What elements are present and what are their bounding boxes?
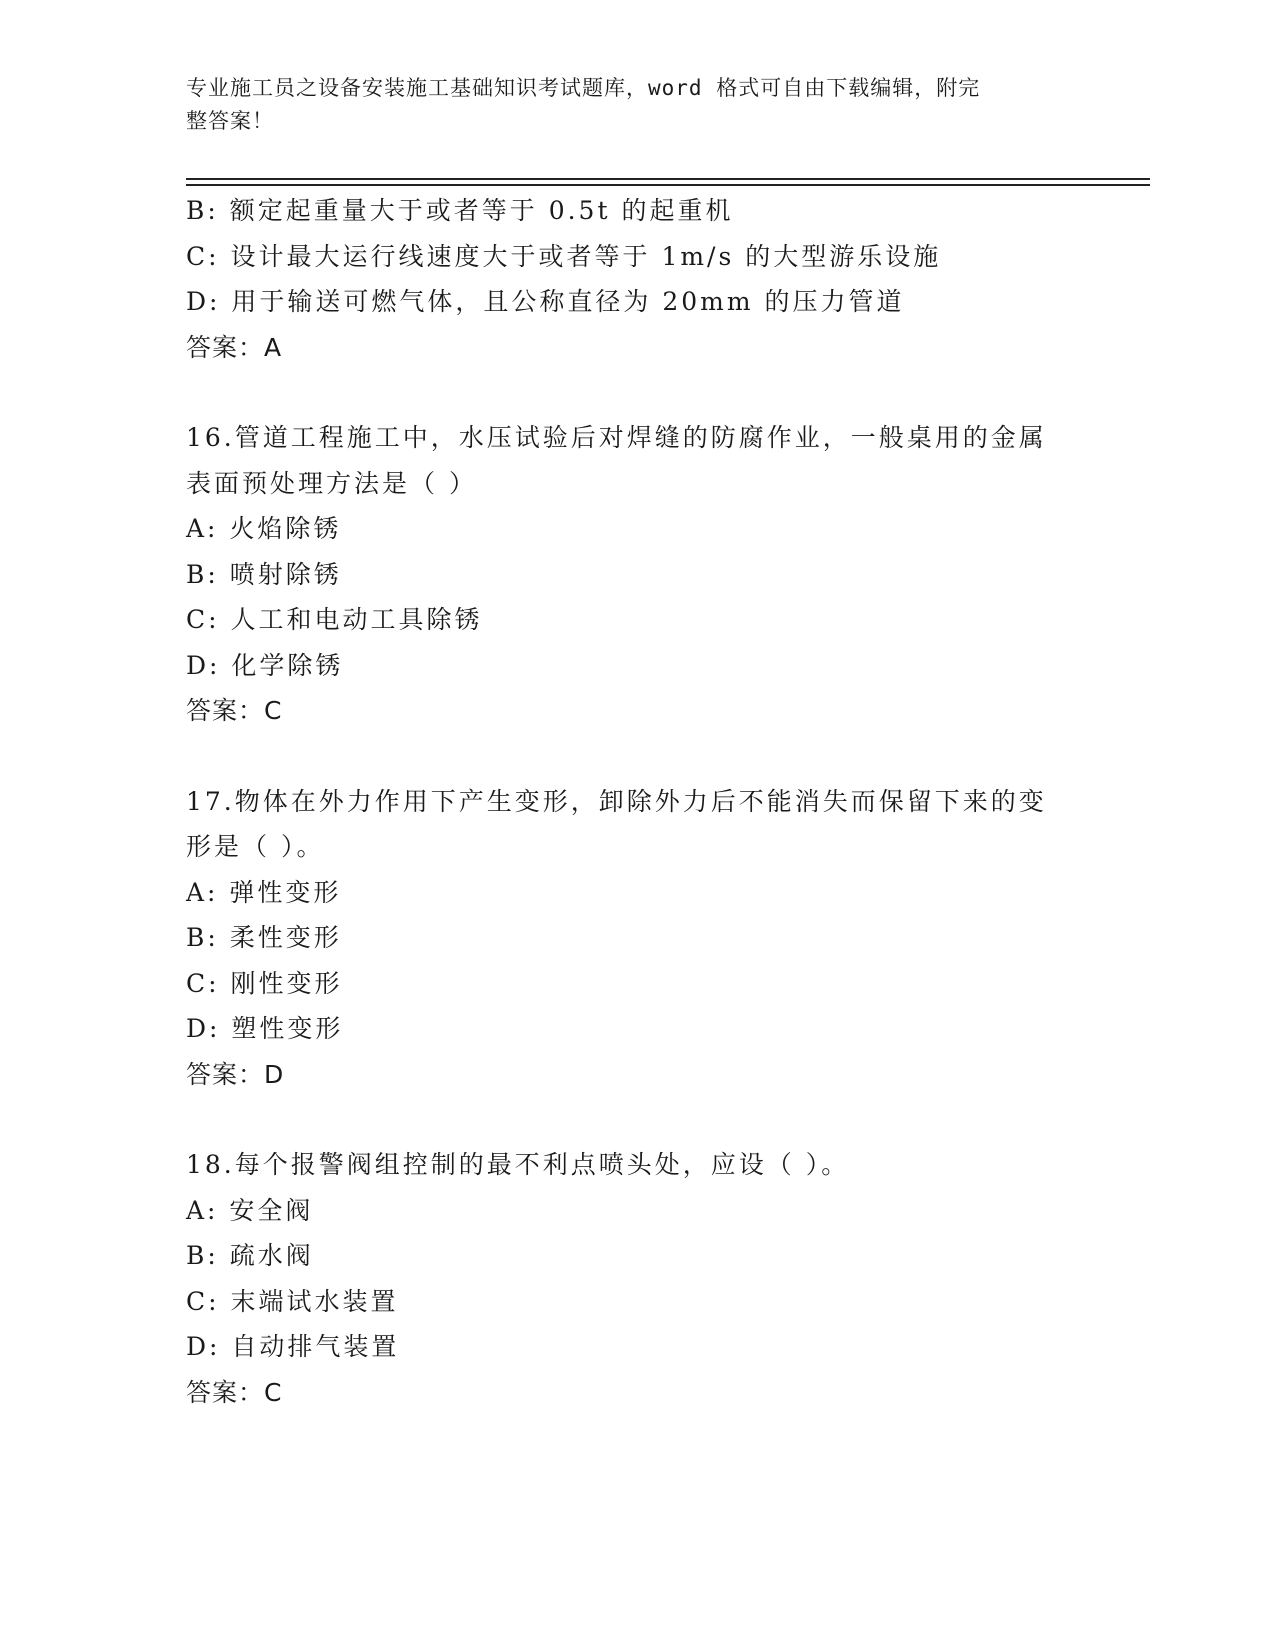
spacer — [186, 370, 1086, 415]
question-stem-line-1: 17.物体在外力作用下产生变形，卸除外力后不能消失而保留下来的变 — [186, 786, 1047, 816]
option-d: D: 用于输送可燃气体，且公称直径为 20mm 的压力管道 — [186, 287, 905, 316]
option-c: C: 设计最大运行线速度大于或者等于 1m/s 的大型游乐设施 — [186, 241, 942, 271]
question-17 — [186, 779, 1086, 1098]
option-d: D: 化学除锈 — [186, 650, 344, 680]
document-header — [186, 72, 1066, 138]
answer-line: 答案：A — [186, 332, 283, 362]
option-a: A: 火焰除锈 — [186, 514, 342, 543]
option-b: B: 喷射除锈 — [186, 559, 342, 589]
header-line-1: 专业施工员之设备安装施工基础知识考试题库，word 格式可自由下载编辑，附完 — [186, 76, 981, 100]
spacer — [186, 734, 1086, 779]
option-b: B: 柔性变形 — [186, 923, 342, 952]
option-c: C: 末端试水装置 — [186, 1286, 399, 1316]
question-stem-line-2: 表面预处理方法是（ ） — [186, 468, 477, 498]
option-c: C: 人工和电动工具除锈 — [186, 605, 483, 634]
question-18 — [186, 1142, 1086, 1415]
answer-line: 答案：C — [186, 696, 283, 725]
answer-line: 答案：D — [186, 1059, 285, 1089]
question-list — [186, 188, 1086, 1415]
option-d: D: 自动排气装置 — [186, 1332, 400, 1361]
option-c: C: 刚性变形 — [186, 968, 343, 998]
question-16 — [186, 415, 1086, 734]
question-stem-line-1: 16.管道工程施工中，水压试验后对焊缝的防腐作业，一般桌用的金属 — [186, 423, 1047, 452]
option-d: D: 塑性变形 — [186, 1014, 344, 1043]
answer-line: 答案：C — [186, 1377, 283, 1407]
header-divider-top — [186, 178, 1150, 180]
question-stem-line-1: 18.每个报警阀组控制的最不利点喷头处，应设（ ）。 — [186, 1150, 850, 1179]
option-a: A: 弹性变形 — [186, 877, 342, 907]
question-stem-line-2: 形是（ ）。 — [186, 832, 325, 861]
header-line-2: 整答案！ — [186, 109, 274, 133]
option-b: B: 疏水阀 — [186, 1241, 314, 1270]
header-divider-bottom — [186, 184, 1150, 186]
option-b: B: 额定起重量大于或者等于 0.5t 的起重机 — [186, 196, 734, 225]
spacer — [186, 1097, 1086, 1142]
option-a: A: 安全阀 — [186, 1195, 314, 1225]
question-15 — [186, 188, 1086, 370]
